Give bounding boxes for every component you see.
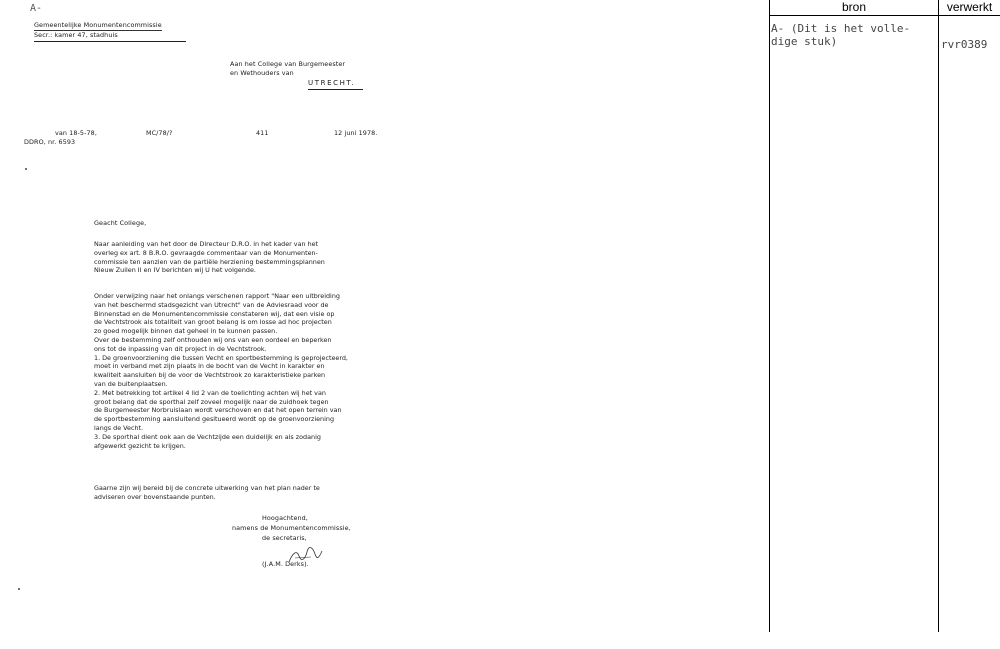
paragraph-line: groot belang dat de sporthal zelf zoveel mogelijk naar de zuidhoek tegen bbox=[94, 397, 329, 406]
ref-ddro: DDRO, nr. 6593 bbox=[24, 138, 76, 146]
paragraph-line: de Burgemeester Norbruislaan wordt verschoven en dat het open terrein van bbox=[94, 406, 342, 415]
addressee-line1: Aan het College van Burgemeester bbox=[230, 60, 346, 68]
paragraph-1 bbox=[94, 240, 325, 275]
ref-number: 411 bbox=[256, 129, 269, 137]
paragraph-line: Binnenstad en de Monumentencommissie constateren wij, dat een visie op bbox=[94, 309, 335, 318]
closing: Hoogachtend, bbox=[262, 514, 308, 522]
paragraph-line: ons tot de inpassing van dit project in de Vechtstrook. bbox=[94, 344, 267, 353]
header-bron: bron bbox=[841, 0, 867, 14]
addressee-city: UTRECHT. bbox=[308, 79, 356, 87]
paragraph-line: de Vechtstrook als totaliteit van groot belang is om losse ad hoc projecten bbox=[94, 318, 332, 327]
paragraph-line: Over de bestemming zelf onthouden wij ons van een oordeel en beperken bbox=[94, 335, 332, 344]
scan-speck bbox=[25, 168, 27, 170]
paragraph-3 bbox=[94, 484, 320, 502]
signatory: (J.A.M. Derks). bbox=[262, 560, 309, 568]
paragraph-line: langs de Vecht. bbox=[94, 423, 144, 432]
scan-speck bbox=[18, 588, 20, 590]
paragraph-line: zo goed mogelijk binnen dat geheel in te kunnen passen. bbox=[94, 327, 278, 336]
corner-mark: A- bbox=[30, 3, 43, 14]
paragraph-line: Onder verwijzing naar het onlangs verschenen rapport "Naar een uitbreiding bbox=[94, 292, 340, 300]
salutation: Geacht College, bbox=[94, 219, 147, 227]
panel-header-divider bbox=[769, 15, 1000, 16]
panel-left-border bbox=[769, 0, 770, 632]
paragraph-line: van de buitenplaatsen. bbox=[94, 379, 168, 388]
numbered-point-3: 3. De sporthal dient ook aan de Vechtzijde een duidelijk en als zodanig bbox=[94, 432, 321, 441]
paragraph-line: van het beschermd stadsgezicht van Utrecht" van de Adviesraad voor de bbox=[94, 300, 329, 309]
paragraph-line: commissie ten aanzien van de partiële herziening bestemmingsplannen bbox=[94, 257, 325, 266]
letter-date: 12 juni 1978. bbox=[334, 129, 378, 137]
paragraph-line: adviseren over bovenstaande punten. bbox=[94, 492, 216, 501]
numbered-point-2: 2. Met betrekking tot artikel 4 lid 2 van de toelichting achten wij het van bbox=[94, 388, 326, 397]
paragraph-line: Naar aanleiding van het door de Directeur D.R.O. in het kader van het bbox=[94, 240, 319, 248]
verwerkt-cell[interactable]: rvr0389 bbox=[941, 38, 988, 51]
sender-underline bbox=[34, 41, 186, 42]
ref-van: van 18-5-78, bbox=[55, 129, 97, 137]
addressee-underline bbox=[308, 89, 363, 90]
paragraph-line: Gaarne zijn wij bereid bij de concrete uitwerking van het plan nader te bbox=[94, 484, 320, 492]
panel-column-divider bbox=[938, 0, 939, 632]
paragraph-2 bbox=[94, 292, 348, 450]
closing-role: de secretaris, bbox=[262, 534, 307, 542]
addressee-line2: en Wethouders van bbox=[230, 69, 294, 77]
paragraph-line: overleg ex art. 8 B.R.O. gevraagde commentaar van de Monumenten- bbox=[94, 248, 318, 257]
bron-cell[interactable]: A- (Dit is het volle- dige stuk) bbox=[771, 22, 911, 48]
paragraph-line: Nieuw Zuilen II en IV berichten wij U het volgende. bbox=[94, 266, 256, 275]
header-verwerkt: verwerkt bbox=[946, 0, 993, 14]
paragraph-line: moet in verband met zijn plaats in de bocht van de Vecht in karakter en bbox=[94, 362, 325, 371]
closing-org: namens de Monumentencommissie, bbox=[232, 524, 351, 532]
sender-name: Gemeentelijke Monumentencommissie bbox=[34, 21, 162, 29]
paragraph-line: kwaliteit aansluiten bij de voor de Vechtstrook zo karakteristieke parken bbox=[94, 371, 326, 380]
numbered-point-1: 1. De groenvoorziening die tussen Vecht en sportbestemming is geprojecteerd, bbox=[94, 353, 348, 362]
paragraph-line: de sportbestemming aansluitend gesitueerd wordt op de groenvoorziening bbox=[94, 415, 334, 424]
paragraph-line: afgewerkt gezicht te krijgen. bbox=[94, 441, 186, 450]
sender-address: Secr.: kamer 47, stadhuis bbox=[34, 31, 118, 39]
ref-mc: MC/78/? bbox=[146, 129, 173, 137]
